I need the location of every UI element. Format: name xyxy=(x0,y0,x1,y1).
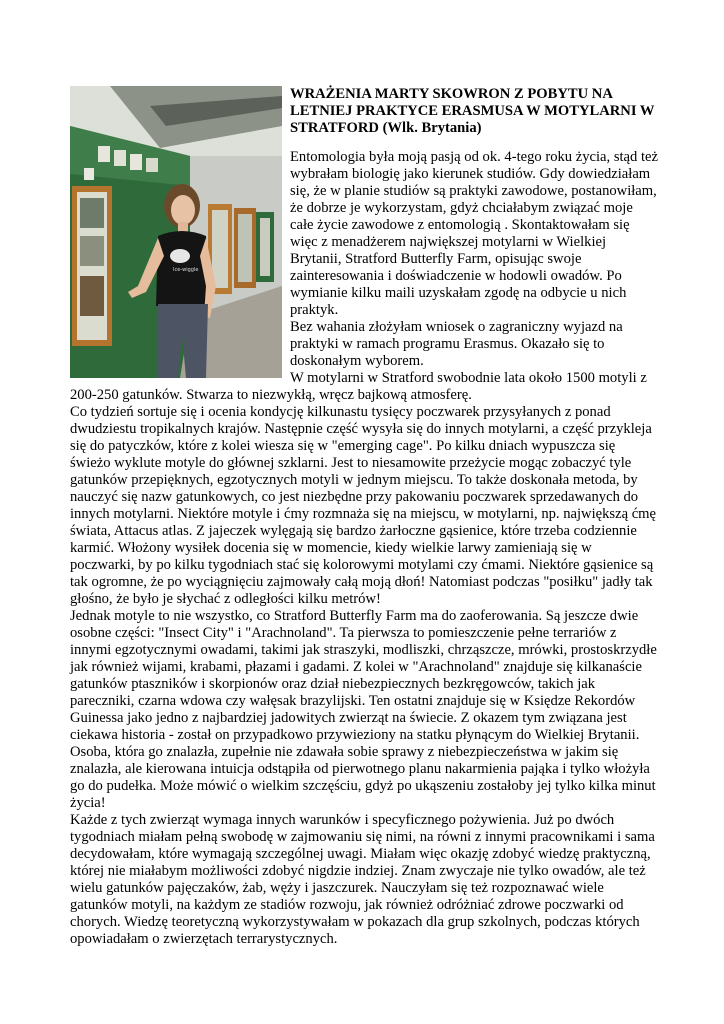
photo-marta-at-butterfly-farm xyxy=(70,86,282,378)
paragraph-insect-city: Jednak motyle to nie wszystko, co Stratford Butterfly Farm ma do zaoferowania. Są jeszcze dwie osobne części: "Insect City" i "Arachnoland". Ta pierwsza to pomieszczenie pełne terrariów z innymi egzotycznymi owadami, takimi jak straszyki, modliszki, chrząszcze, mrówki, prostoskrzydłe jak również wijami, krabami, płazami i gadami. Z kolei w "Arachnoland" znajduje się kilkanaście gatunków ptaszników i skorpionów oraz dział niebezpiecznych bezkręgowców, takich jak pareczniki, czarna wdowa czy wałęsak brazylijski. Ten ostatni znajduje się w Księdze Rekordów Guinessa jako jedno z najbardziej jadowitych zwierząt na świecie. Z okazem tym związana jest ciekawa historia - został on przypadkowo przywieziony na statku płynącym do Wielkiej Brytanii. Osoba, która go znalazła, zupełnie nie zdawała sobie sprawy z niebezpieczeństwa w jakim się znalazła, ale kierowana intuicja odstąpiła od pierwotnego planu nakarmienia pająka i tylko włożyła go do pudełka. Może mówić o wielkim szczęściu, gdyż po ukąszeniu zostałoby jej tylko kilka minut życia! xyxy=(70,608,657,811)
paragraph-intro: Entomologia była moją pasją od ok. 4-tego roku życia, stąd też wybrałam biologię jako kierunek studiów. Gdy dowiedziałam się, że w planie studiów są praktyki zawodowe, postanowiłam, że dobrze je wykorzystam, gdyż chciałabym związać moje całe życie zawodowe z entomologią . Skontaktowałam się więc z menadżerem największej motylarni w Wielkiej Brytanii, Stratford Butterfly Farm, opisując swoje zainteresowania i doświadczenie w hodowli owadów. Po wymianie kilku maili uzyskałam zgodę na odbycie u nich praktyk. xyxy=(290,149,658,318)
paragraph-experience: Każde z tych zwierząt wymaga innych warunków i specyficznego pożywienia. Już po dwóch tygodniach miałam pełną swobodę w zajmowaniu się nimi, na równi z innymi pracownikami i sama decydowałam, które wymagają szczególnej uwagi. Miałam więc okazję zdobyć wiedzę praktyczną, której nie miałabym możliwości zdobyć nigdzie indziej. Znam zwyczaje nie tylko owadów, ale też wielu gatunków pajęczaków, żab, węży i jaszczurek. Nauczyłam się też rozpoznawać wiele gatunków motyli, na każdym ze stadiów rozwoju, jak również odróżniać zdrowe poczwarki od chorych. Wiedzę teoretyczną wykorzystywałam w pokazach dla grup szkolnych, podczas których opowiadałam o zwierzętach terrarystycznych. xyxy=(70,812,655,947)
photo-illustration xyxy=(70,86,282,378)
article-title: WRAŻENIA MARTY SKOWRON Z POBYTU NA LETNIEJ PRAKTYCE ERASMUSA W MOTYLARNI W STRATFORD (Wlk. Brytania) xyxy=(290,86,655,136)
paragraph-application: Bez wahania złożyłam wniosek o zagraniczny wyjazd na praktyki w ramach programu Erasmus. Okazało się to doskonałym wyborem. xyxy=(290,319,623,369)
paragraph-pupae: Co tydzień sortuje się i ocenia kondycję kilkunastu tysięcy poczwarek przysyłanych z ponad dwudziestu tropikalnych krajów. Następnie część wysyła się do innych motylarni, a część przykleja się do patyczków, które z kolei wiesza się w "emerging cage". Po kilku dniach wypuszcza się świeżo wyklute motyle do głównej szklarni. Jest to niesamowite przeżycie mogąc zobaczyć tyle gatunków przepięknych, egzotycznych motyli w jednym miejscu. To także doskonała metoda, by nauczyć się nazw gatunkowych, co jest niezbędne przy pakowaniu poczwarek sprzedawanych do innych motylarni. Niektóre motyle i ćmy rozmnaża się na miejscu, w motylarni, np. największą ćmę świata, Attacus atlas. Z jajeczek wylęgają się bardzo żarłoczne gąsienice, które trzeba codziennie karmić. Włożony wysiłek docenia się w momencie, kiedy wielkie larwy zamieniają się w poczwarki, by po kilku tygodniach stać się kolorowymi motylami czy ćmami. Niektóre gąsienice są tak ogromne, że po wyciągnięciu zajmowały całą moją dłoń! Natomiast podczas "posiłku" jadły tak głośno, że było je słychać z odległości kilku metrów! xyxy=(70,404,657,607)
paragraph-butterflies: W motylarni w Stratford swobodnie lata około 1500 motyli z 200-250 gatunków. Stwarza to niezwykłą, wręcz bajkową atmosferę. xyxy=(70,370,647,403)
shirt-print: Ice-wiggle xyxy=(173,267,199,273)
